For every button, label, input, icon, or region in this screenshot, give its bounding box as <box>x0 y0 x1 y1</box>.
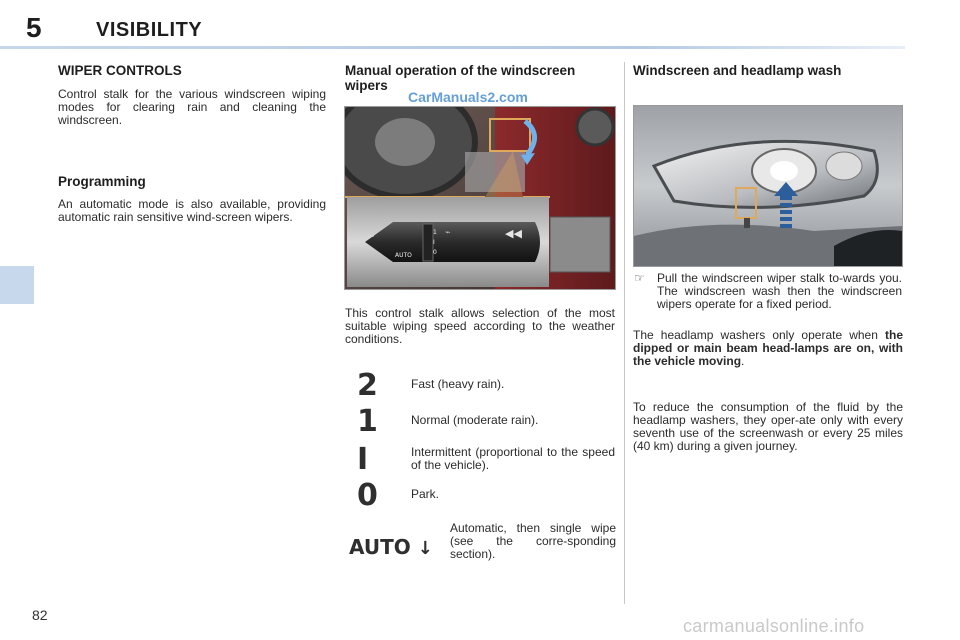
chapter-side-tab <box>0 266 34 304</box>
pointing-hand-icon: ☞ <box>634 271 645 285</box>
mode-i-text: Intermittent (proportional to the speed of the vehicle). <box>411 445 615 472</box>
mode-row-park <box>345 478 617 518</box>
page-number: 82 <box>32 607 48 623</box>
headlamp-washer-text <box>633 329 903 368</box>
watermark: carmanualsonline.info <box>683 616 865 636</box>
stalk-mark-1: 1 <box>433 229 437 236</box>
mode-2-symbol: 2 <box>357 368 378 403</box>
down-arrow-icon: ↓ <box>417 538 433 559</box>
headlamp-illustration <box>634 106 902 266</box>
wiper-controls-text: Control stalk for the various windscreen wiping modes for clearing rain and cleaning the windscreen. <box>58 87 326 127</box>
headlamp-washer-text-pre: The headlamp washers only operate when <box>633 328 885 342</box>
auto-label: AUTO <box>349 535 411 559</box>
header-rule <box>0 46 905 49</box>
svg-text:⇜: ⇜ <box>367 232 375 242</box>
reduce-consumption-text: To reduce the consumption of the fluid by the headlamp washers, they oper-ate only with every seventh use of the screenwash or every 25 miles (40 km) during a given journey. <box>633 400 903 453</box>
wiper-controls-heading: WIPER CONTROLS <box>58 63 182 78</box>
wash-bullet-text: Pull the windscreen wiper stalk to-wards you. The windscreen wash then the windscreen wipers operate for a fixed period. <box>657 271 902 311</box>
manual-operation-heading: Manual operation of the windscreen wipers <box>345 63 576 93</box>
chapter-number: 5 <box>26 12 42 43</box>
mode-2-text: Fast (heavy rain). <box>411 377 505 391</box>
stalk-illustration <box>345 107 615 289</box>
stalk-photo <box>344 106 616 290</box>
programming-text: An automatic mode is also available, providing automatic rain sensitive wind-screen wipers. <box>58 197 326 224</box>
carmanuals-logo: CarManuals2.com <box>408 89 528 105</box>
headlamp-washer-text-post: . <box>741 354 745 368</box>
stalk-mark-i: I <box>433 239 435 246</box>
auto-symbol <box>349 535 433 559</box>
mode-1-symbol: 1 <box>357 404 378 439</box>
column-divider <box>624 62 625 604</box>
chapter-title: VISIBILITY <box>96 19 203 41</box>
stalk-intro-text: This control stalk allows selection of the most suitable wiping speed according to the weather conditions. <box>345 306 615 346</box>
mode-i-symbol: I <box>357 442 369 477</box>
headlamp-washer-text-bold: the dipped or main beam head-lamps are on, with the vehicle moving <box>633 328 903 368</box>
auto-text: Automatic, then single wipe (see the corre-sponding section). <box>450 521 616 561</box>
mode-0-symbol: 0 <box>357 478 378 513</box>
mode-0-text: Park. <box>411 487 440 501</box>
mode-row-fast <box>345 368 617 408</box>
stalk-mark-0: 0 <box>433 249 437 256</box>
programming-heading: Programming <box>58 174 146 189</box>
mode-row-normal <box>345 404 617 444</box>
svg-text:⌁: ⌁ <box>445 228 451 238</box>
wash-heading: Windscreen and headlamp wash <box>633 63 842 78</box>
mode-row-intermittent <box>345 442 617 482</box>
svg-text:◀◀: ◀◀ <box>505 227 522 240</box>
stalk-mark-auto: AUTO <box>395 252 412 259</box>
headlamp-photo <box>633 105 903 267</box>
mode-1-text: Normal (moderate rain). <box>411 413 539 427</box>
